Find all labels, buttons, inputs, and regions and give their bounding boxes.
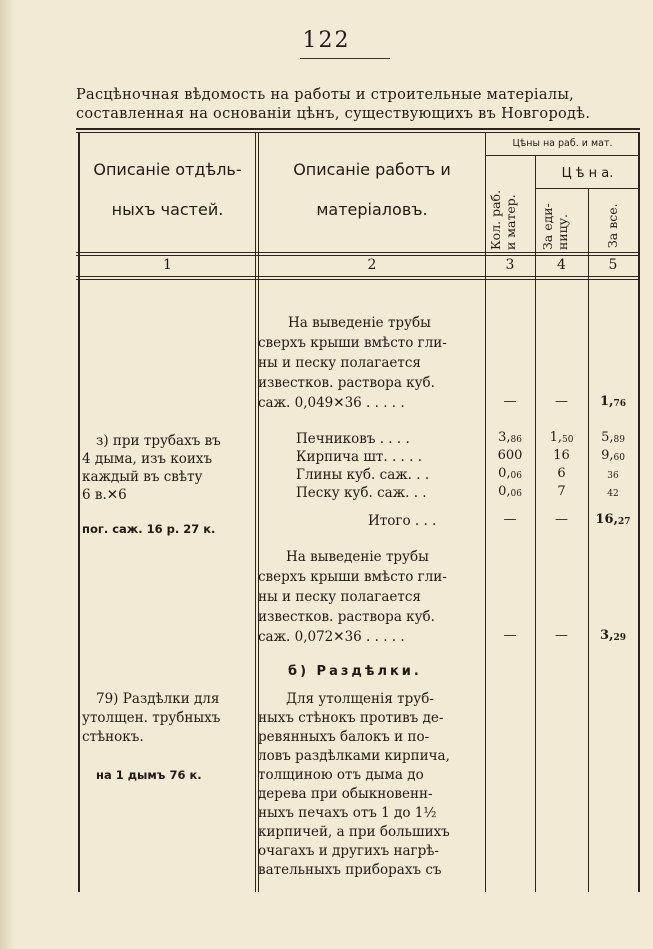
qty-dec: 86 xyxy=(510,435,522,445)
block4-part-line: стѣнокъ. xyxy=(82,729,144,745)
block4-desc-line: ревянныхъ балокъ и по- xyxy=(258,729,430,745)
block4-desc-line: дерева при обыкновенн- xyxy=(258,786,433,802)
col-divider-1 xyxy=(255,132,256,892)
header-col1-line1: Описаніе отдѣль- xyxy=(93,160,242,179)
block3-desc-line: ны и песку полагается xyxy=(258,589,421,605)
qty-int: 600 xyxy=(497,448,523,463)
block2-row-label: Кирпича шт. . . . . xyxy=(296,449,422,465)
block2-row-total xyxy=(588,430,638,445)
column-number-5: 5 xyxy=(608,257,618,273)
block1-desc-line: сверхъ крыши вмѣсто гли- xyxy=(258,335,447,351)
numbers-bottom-rule xyxy=(76,276,640,277)
header-col4-line1: За еди- xyxy=(540,203,555,250)
header-col1 xyxy=(80,150,255,230)
column-number-3: 3 xyxy=(505,257,515,273)
block4-part-line: утолщен. трубныхъ xyxy=(82,710,221,726)
qty-dec: 06 xyxy=(510,489,522,499)
block2-itogo-label: Итого . . . xyxy=(368,513,437,529)
block4-part-price: на 1 дымъ 76 к. xyxy=(96,768,202,782)
block3-qty: — xyxy=(503,628,517,643)
header-group-label: Цѣны на раб. и мат. xyxy=(512,138,613,149)
total-dec: 36 xyxy=(607,471,619,481)
header-col5-label: За все. xyxy=(605,203,620,248)
itogo-total-dec: 27 xyxy=(618,517,631,527)
block4-desc-line: вательныхъ приборахъ съ xyxy=(258,862,442,878)
column-number-4: 4 xyxy=(557,257,566,273)
block1-unit: — xyxy=(555,394,568,409)
column-number-2: 2 xyxy=(367,257,377,273)
block4-desc-line: Для утолщенія труб- xyxy=(286,691,434,707)
numbers-bottom-rule-2 xyxy=(76,279,640,280)
block2-row-qty xyxy=(485,484,535,499)
block2-part-line: з) при трубахъ въ xyxy=(96,433,221,449)
block2-row-qty xyxy=(485,448,535,463)
block2-row-label: Песку куб. саж. . . xyxy=(296,485,427,501)
header-col2-line1: Описаніе работъ и xyxy=(293,160,451,179)
block2-row-label: Глины куб. саж. . . xyxy=(296,467,430,483)
block4-desc-line: ловъ раздѣлками кирпича, xyxy=(258,748,450,764)
block2-row-total xyxy=(588,448,638,463)
group-header-rule xyxy=(485,155,640,156)
total-int: 5, xyxy=(601,430,614,445)
title-line-2: составленная на основаніи цѣнъ, существующихъ въ Новгородѣ. xyxy=(76,106,591,122)
total-dec: 89 xyxy=(613,435,625,445)
unit-int: 16 xyxy=(553,448,570,463)
header-bottom-rule-2 xyxy=(76,255,640,256)
header-col4 xyxy=(540,203,570,250)
block1-desc-line: На выведеніе трубы xyxy=(288,315,431,331)
block2-itogo-total xyxy=(588,512,638,527)
block4-desc-line: очагахъ и другихъ нагрѣ- xyxy=(258,843,439,859)
block2-itogo-unit: — xyxy=(555,512,568,527)
page-edge-shadow xyxy=(0,0,14,949)
block4-desc-line: ныхъ печахъ отъ 1 до 1½ xyxy=(258,805,437,821)
qty-int: 0, xyxy=(498,466,511,481)
qty-int: 0, xyxy=(498,484,511,499)
block4-part-line: 79) Раздѣлки для xyxy=(96,691,220,707)
header-col1-line2: ныхъ частей. xyxy=(111,200,224,219)
total-dec: 60 xyxy=(613,453,625,463)
block1-desc-line: саж. 0,049✕36 . . . . . xyxy=(258,395,405,411)
block2-row-unit xyxy=(535,484,588,499)
block4-desc-line: ныхъ стѣнокъ противъ де- xyxy=(258,710,444,726)
header-col3-line2: и матер. xyxy=(503,194,518,250)
block3-unit: — xyxy=(555,628,568,643)
header-col3-line1: Кол. раб. xyxy=(488,189,503,250)
page-number-underline xyxy=(300,58,390,59)
column-number-1: 1 xyxy=(163,257,172,273)
block1-desc-line: известков. раствора куб. xyxy=(258,375,435,391)
table-top-rule xyxy=(76,128,640,130)
block3-total-int: 3, xyxy=(599,628,614,643)
block2-part-price: пог. саж. 16 р. 27 к. xyxy=(82,522,216,536)
header-col2 xyxy=(259,150,485,230)
block2-row-label: Печниковъ . . . . xyxy=(296,431,410,447)
block3-desc-line: известков. раствора куб. xyxy=(258,609,435,625)
title-line-1: Расцѣночная вѣдомость на работы и строительные матеріалы, xyxy=(76,87,575,103)
block3-total xyxy=(588,628,638,643)
header-price-label: Ц ѣ н а. xyxy=(561,166,614,181)
block3-desc-line: На выведеніе трубы xyxy=(286,549,429,565)
block4-desc-line: толщиною отъ дыма до xyxy=(258,767,424,783)
block2-row-total xyxy=(588,484,638,499)
page-number: 122 xyxy=(302,28,351,53)
itogo-total-int: 16, xyxy=(595,512,619,527)
header-col2-line2: матеріаловъ. xyxy=(316,200,428,219)
block3-desc-line: саж. 0,072✕36 . . . . . xyxy=(258,629,405,645)
block1-qty: — xyxy=(503,394,517,409)
block4-desc-line: кирпичей, а при большихъ xyxy=(258,824,450,840)
total-dec: 42 xyxy=(607,489,619,499)
block2-part-line: 6 в.✕6 xyxy=(82,487,127,503)
block1-total-dec: 76 xyxy=(613,399,627,409)
block3-desc-line: сверхъ крыши вмѣсто гли- xyxy=(258,569,447,585)
block1-desc-line: ны и песку полагается xyxy=(258,355,421,371)
header-col5 xyxy=(605,203,620,248)
header-bottom-rule xyxy=(76,252,640,253)
block2-itogo-qty: — xyxy=(503,512,517,527)
section-b-heading: б) Раздѣлки. xyxy=(288,664,422,679)
block2-row-unit xyxy=(535,430,588,445)
block3-total-dec: 29 xyxy=(613,633,627,643)
block1-total xyxy=(588,394,638,409)
header-col4-line2: ницу. xyxy=(555,213,570,250)
total-int: 9, xyxy=(601,448,614,463)
unit-int: 6 xyxy=(557,466,566,481)
header-col3 xyxy=(488,190,518,250)
table-right-border xyxy=(638,132,640,892)
unit-dec: 50 xyxy=(561,435,574,445)
block2-part-line: каждый въ свѣту xyxy=(82,469,203,485)
block2-row-unit xyxy=(535,466,588,481)
block2-row-qty xyxy=(485,430,535,445)
qty-dec: 06 xyxy=(510,471,522,481)
unit-int: 7 xyxy=(557,484,566,499)
table-left-border xyxy=(78,132,80,892)
unit-int: 1, xyxy=(549,430,562,445)
block2-part-line: 4 дыма, изъ коихъ xyxy=(82,451,213,467)
block1-total-int: 1, xyxy=(599,394,614,409)
qty-int: 3, xyxy=(498,430,511,445)
table-top-rule-2 xyxy=(76,132,640,133)
col-divider-4 xyxy=(588,188,589,892)
block2-row-qty xyxy=(485,466,535,481)
block2-row-unit xyxy=(535,448,588,463)
document-title xyxy=(76,86,646,124)
block2-row-total xyxy=(588,466,638,481)
